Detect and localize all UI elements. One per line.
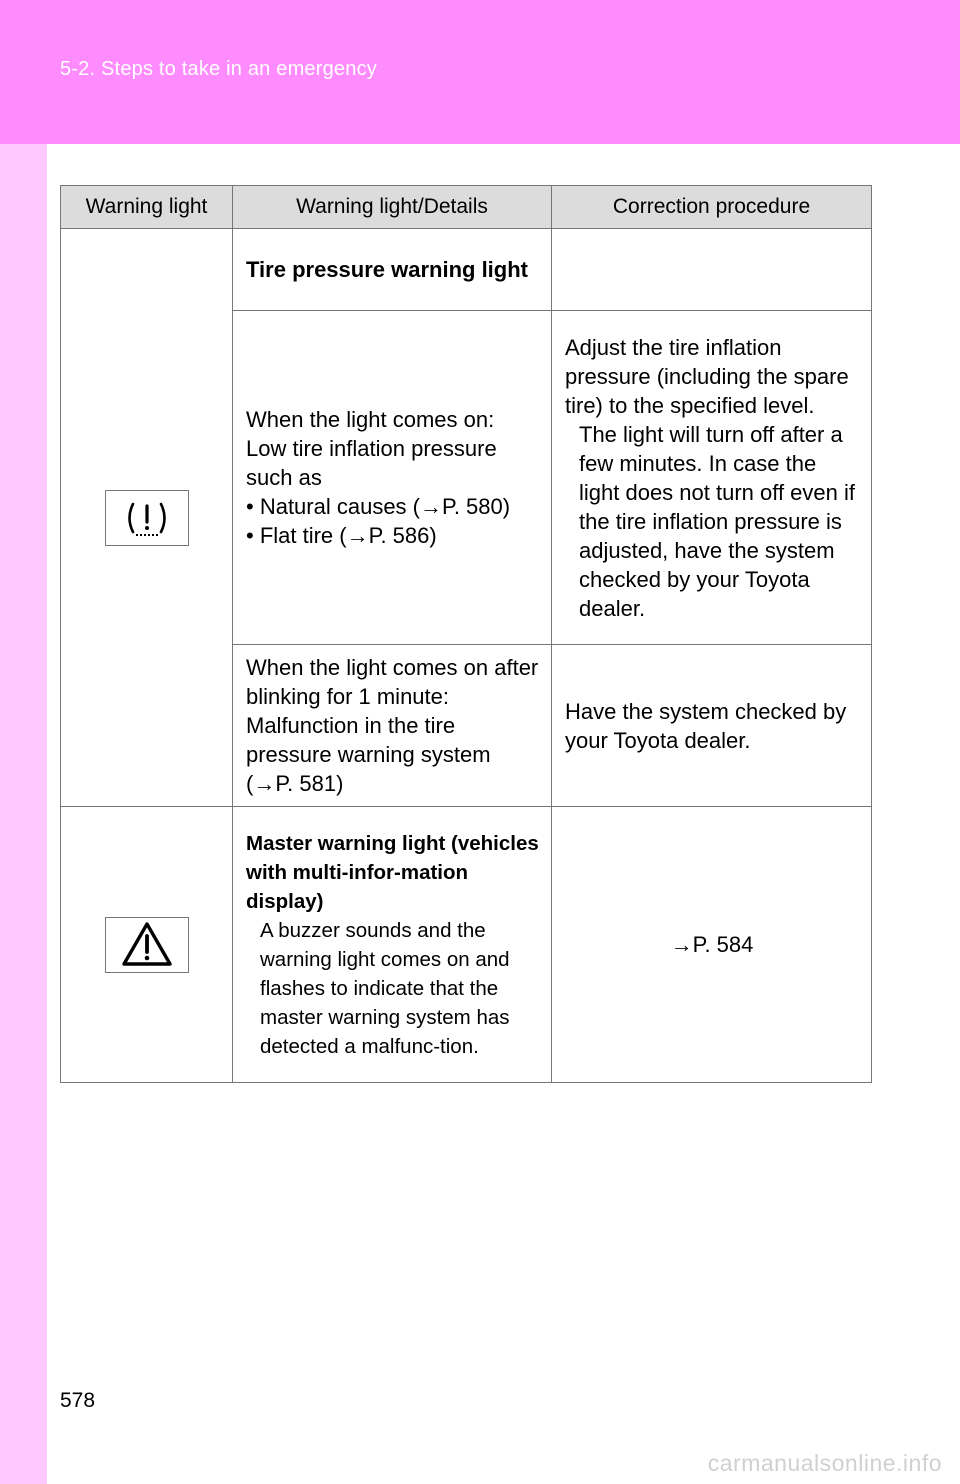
warning-light-table	[60, 185, 872, 1083]
watermark: carmanualsonline.info	[707, 1450, 942, 1476]
detail-line: Low tire inflation pressure such as	[246, 436, 497, 490]
detail-line: • Flat tire (→P. 586)	[246, 523, 437, 548]
column-header-warning-light: Warning light	[61, 186, 233, 229]
column-header-details: Warning light/Details	[233, 186, 552, 229]
master-correction: →P. 584	[552, 807, 872, 1083]
tire-title-cell	[233, 229, 552, 311]
tire-condition1-details	[233, 311, 552, 645]
correction-note: The light will turn off after a few minutes. In case the light does not turn off even if the tire inflation pressure is adjusted, have the system checked by your Toyota dealer.	[579, 421, 855, 621]
page-number: 578	[60, 1389, 96, 1412]
correction-text: Adjust the tire inflation pressure (including the spare tire) to the specified level.	[565, 334, 849, 418]
master-title: Master warning light (vehicles with multi-infor-mation display)	[246, 831, 539, 913]
section-title: 5-2. Steps to take in an emergency	[60, 58, 377, 80]
table-row	[61, 807, 872, 1083]
master-description: A buzzer sounds and the warning light comes on and flashes to indicate that the master warning system has detected a malfunc-tion.	[260, 918, 510, 1058]
tire-condition1-correction	[552, 311, 872, 645]
detail-line: When the light comes on:	[246, 407, 495, 432]
tire-title: Tire pressure warning light	[246, 257, 528, 282]
empty-cell	[552, 229, 872, 311]
column-header-correction: Correction procedure	[552, 186, 872, 229]
side-strip	[0, 144, 47, 1484]
detail-line: • Natural causes (→P. 580)	[246, 494, 511, 519]
master-icon-cell	[61, 807, 233, 1083]
table-row	[61, 229, 872, 311]
tire-condition2-correction: Have the system checked by your Toyota dealer.	[552, 645, 872, 807]
master-warning-icon	[105, 917, 189, 973]
master-details	[233, 807, 552, 1083]
table-header-row	[61, 186, 872, 229]
tire-condition2-details: When the light comes on after blinking for 1 minute: Malfunction in the tire pressure warning system (→P. 581)	[233, 645, 552, 807]
tire-icon-cell	[61, 229, 233, 807]
tire-pressure-warning-icon	[105, 490, 189, 546]
